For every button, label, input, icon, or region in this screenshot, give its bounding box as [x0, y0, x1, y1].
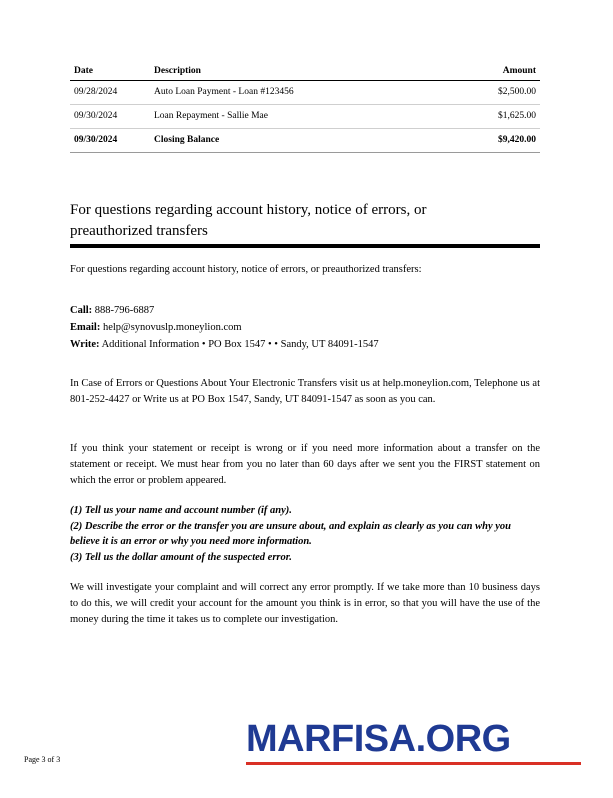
- table-row: [70, 81, 540, 105]
- table-row-closing-balance: [70, 129, 540, 153]
- column-header-description: Description: [154, 64, 454, 81]
- list-item: (2) Describe the error or the transfer you are unsure about, and explain as clearly as you can why you believe it is an error or why you need more information.: [70, 520, 512, 547]
- watermark-primary-text: MARFISA: [246, 718, 416, 760]
- contact-write-label: Write:: [70, 339, 100, 350]
- heading-divider: [70, 244, 540, 248]
- table-header-row: [70, 64, 540, 81]
- page-number: Page 3 of 3: [24, 755, 61, 764]
- cell-description: Loan Repayment - Sallie Mae: [154, 105, 454, 129]
- list-item: (3) Tell us the dollar amount of the suspected error.: [70, 551, 292, 563]
- watermark-secondary-text: .ORG: [415, 718, 511, 760]
- contact-call-line: [70, 302, 540, 319]
- watermark: [246, 718, 511, 760]
- contact-write-line: [70, 336, 540, 353]
- think-paragraph: If you think your statement or receipt is wrong or if you need more information about a transfer on the statement or receipt. We must hear from you no later than 60 days after we sent you the FIRST statement on which the error or problem appeared.: [70, 443, 540, 486]
- contact-call-value: 888-796-6887: [92, 305, 155, 316]
- cell-date: 09/30/2024: [70, 105, 154, 129]
- cell-amount: $1,625.00: [454, 105, 540, 129]
- investigation-paragraph: We will investigate your complaint and will correct any error promptly. If we take more than 10 business days to do this, we will credit your account for the amount you think is in error, so that you will have the use of the money during the time it takes us to complete our investigation.: [70, 582, 540, 625]
- column-header-amount: Amount: [454, 64, 540, 81]
- contact-email-line: [70, 319, 540, 336]
- contact-email-value: help@synovuslp.moneylion.com: [100, 322, 242, 333]
- cell-date: 09/28/2024: [70, 81, 154, 105]
- transactions-table: [70, 64, 540, 153]
- contact-block: [70, 302, 540, 353]
- contact-email-label: Email:: [70, 322, 101, 333]
- cell-date: 09/30/2024: [70, 129, 154, 153]
- section-intro-paragraph: For questions regarding account history, notice of errors, or preauthorized transfers:: [70, 264, 422, 275]
- contact-call-label: Call:: [70, 305, 93, 316]
- watermark-underline: [246, 762, 581, 765]
- errors-paragraph: In Case of Errors or Questions About Your Electronic Transfers visit us at help.moneylion.com, Telephone us at 801-252-4427 or Write us at PO Box 1547, Sandy, UT 84091-1547 as soon as you can.: [70, 378, 540, 405]
- cell-description: Closing Balance: [154, 129, 454, 153]
- cell-amount: $2,500.00: [454, 81, 540, 105]
- section-heading: For questions regarding account history, notice of errors, or preauthorized transfers: [70, 202, 427, 239]
- list-item: (1) Tell us your name and account number (if any).: [70, 505, 292, 516]
- column-header-date: Date: [70, 64, 154, 81]
- cell-description: Auto Loan Payment - Loan #123456: [154, 81, 454, 105]
- table-row: [70, 105, 540, 129]
- required-items-list: [70, 503, 540, 565]
- contact-write-value: Additional Information • PO Box 1547 • • Sandy, UT 84091-1547: [99, 339, 379, 350]
- cell-amount: $9,420.00: [454, 129, 540, 153]
